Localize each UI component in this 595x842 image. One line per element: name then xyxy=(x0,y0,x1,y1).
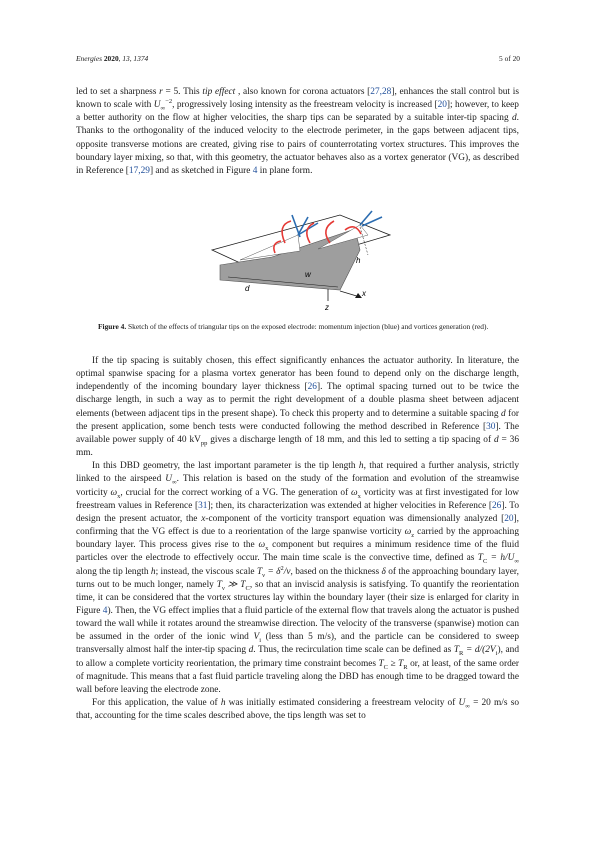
paragraph-1: led to set a sharpness r = 5. This tip effect , also known for corona actuators [27,28], enhances the stall control but is known to scale with $U_\infty^{-2}$, progressively losing intensity as the freestream velocity is increased [20]; however, to keep a better authority on the flow at higher velocities, the sharp tips can be separated by a suitable inter-tip spacing d. Thanks to the orthogonality of the induced velocity to the electrode perimeter, in the gaps between adjacent tips, opposite transverse motions are created, giving rise to pairs of counterrotating vortex structures. This improves the boundary layer mixing, so that, with this geometry, the actuator behaves also as a vortex generator (VG), as described in Reference [17,29] and as sketched in Figure 4 in plane form. xyxy=(76,87,519,176)
figure-link[interactable]: 4 xyxy=(102,605,108,616)
label-z: z xyxy=(325,303,329,312)
figure-4-sketch xyxy=(200,205,400,320)
citation-link[interactable]: 30 xyxy=(486,421,496,432)
page-header xyxy=(76,54,520,63)
label-w: w xyxy=(305,270,311,279)
citation-link[interactable]: 26 xyxy=(492,500,502,511)
label-h: h xyxy=(356,256,361,265)
page-number: 5 of 20 xyxy=(499,54,520,63)
label-x: x xyxy=(362,289,366,298)
journal-citation: Energies 2020, 13, 1374 xyxy=(76,54,149,63)
citation-link[interactable]: 17,29 xyxy=(128,165,150,176)
figure-caption: Figure 4. Sketch of the effects of triangular tips on the exposed electrode: momentum injection (blue) and vortices generation (red). xyxy=(98,322,489,331)
citation-link[interactable]: 27,28 xyxy=(370,87,392,97)
citation-link[interactable]: 31 xyxy=(198,500,208,511)
citation-link[interactable]: 20 xyxy=(437,100,447,111)
citation-link[interactable]: 26 xyxy=(307,382,317,393)
paragraph-2: If the tip spacing is suitably chosen, this effect significantly enhances the actuator authority. In literature, the optimal spanwise spacing for a plasma vortex generator has been found to depend only on the discharge length, independently of the incoming boundary layer thickness [26]. The optimal spacing turned out to be twice the discharge length, in such a way as to permit the right development of a double plasma sheet between adjacent elements (between adjacent tips in the present shape). To check this property and to determine a suitable spacing d for the present application, some bench tests were conducted following the method described in Reference [30]. The available power supply of 40 $kV_{pp}$ gives a discharge length of 18 mm, and this led to setting a tip spacing of d = 36 mm. In this DBD geometry, the last important parameter is the tip length h, that required a further analysis, strictly linked to the airspeed $U_\infty$. This relation is based on the study of the formation and evolution of the streamwise vorticity $\omega_x$, crucial for the correct working of a VG. The generation of $\omega_x$ vorticity was at first investigated for low freestream values in Reference [31]; then, its characterization was extended at higher velocities in Reference [26]. To design the present actuator, the x-component of the vorticity transport equation was dimensionally analyzed [20], confirming that the VG effect is due to a reorientation of the large spanwise vorticity $\omega_z$ carried by the approaching boundary layer. This process gives rise to the $\omega_x$ component but requires a minimum residence time of the fluid particles over the electrode to effectively occur. The main time scale is the convective time, defined as $T_C = h/U_\infty$ along the tip length h; instead, the viscous scale $T_\nu = \delta^2/\nu$, based on the thickness δ of the approaching boundary layer, turns out to be much longer, namely $T_\nu$ ≫ $T_C$, so that an inviscid analysis is satisfying. To quantify the reorientation time, it can be considered that the vortex structures lay within the boundary layer (their size is enlarged for clarity in Figure 4). Then, the VG effect implies that a fluid particle of the external flow that travels along the actuator is pushed toward the wall while it rotates around the streamwise direction. The velocity of the transverse (spanwise) motion can be assumed in the order of the ionic wind $V_i$ (less than 5 m/s), and the particle can be considered to sweep transversally almost half the inter-tip spacing d. Thus, the recirculation time scale can be defined as $T_R = d/(2V_i)$, and to allow a complete vorticity reorientation, the primary time constraint becomes $T_C \ge T_R$ or, at least, of the same order of magnitude. This means that a fast fluid particle traveling along the DBD has enough time to be dragged toward the wall before leaving the electrode zone. For this application, the value of h was initially estimated considering a freestream velocity of $U_\infty = 20$ m/s so that, accounting for the time scales described above, the tips length was set to xyxy=(76,356,520,722)
figure-link[interactable]: 4 xyxy=(252,165,258,176)
citation-link[interactable]: 20 xyxy=(504,513,514,524)
label-d: d xyxy=(245,284,250,293)
